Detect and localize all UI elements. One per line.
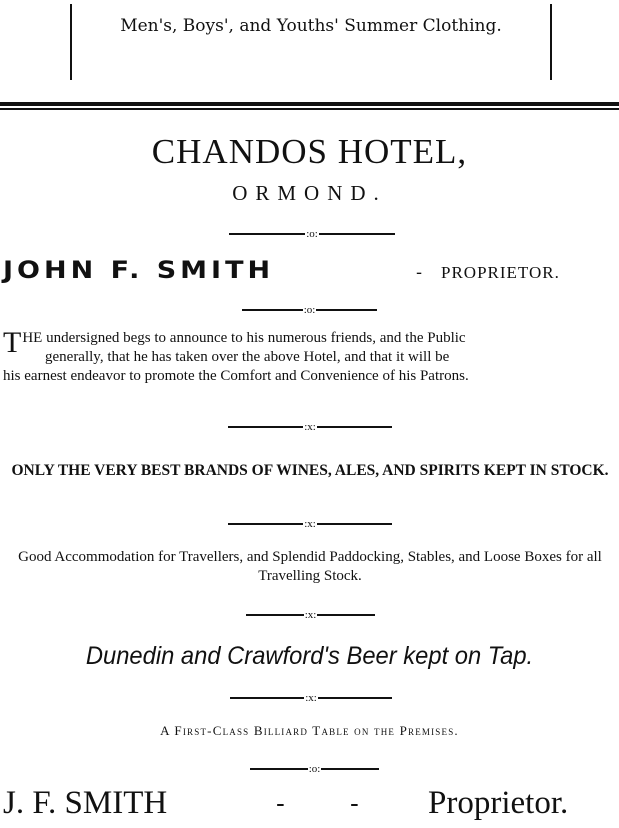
thick-separator-rule <box>0 102 619 106</box>
clothing-ad-box <box>70 4 552 80</box>
footer-dash: - <box>276 789 285 819</box>
footer-proprietor-name: J. F. SMITH <box>3 785 168 821</box>
ornament-divider: :o: <box>242 304 377 316</box>
billiard-notice: A First-Class Billiard Table on the Premises. <box>160 723 459 738</box>
ornament-divider: :x: <box>228 421 392 433</box>
accommodation-notice: Good Accommodation for Travellers, and Splendid Paddocking, Stables, and Loose Boxes for all Travelling Stock. <box>18 549 602 584</box>
ornament-divider: :x: <box>228 518 392 530</box>
ornament-divider: :o: <box>250 763 379 775</box>
clothing-ad-text: Men's, Boys', and Youths' Summer Clothing. <box>120 16 502 36</box>
brands-notice: ONLY THE VERY BEST BRANDS OF WINES, ALES, AND SPIRITS KEPT IN STOCK. <box>11 462 609 479</box>
ornament-divider: :o: <box>229 228 395 240</box>
proprietor-line <box>0 255 619 289</box>
proprietor-name: JOHN F. SMITH <box>3 256 275 285</box>
ornament-divider: :x: <box>246 609 375 621</box>
footer-dash: - <box>350 789 359 819</box>
announcement-paragraph <box>3 326 617 386</box>
thin-separator-rule <box>0 108 619 110</box>
announcement-line: his earnest endeavor to promote the Comfort and Convenience of his Patrons. <box>3 368 469 384</box>
beer-notice: Dunedin and Crawford's Beer kept on Tap. <box>85 642 534 670</box>
hotel-town: ORMOND. <box>232 181 387 205</box>
announcement-line: HE undersigned begs to announce to his numerous friends, and the Public <box>22 330 466 346</box>
dropcap: T <box>3 326 22 359</box>
announcement-line: generally, that he has taken over the above Hotel, and that it will be <box>45 349 450 365</box>
hotel-name-heading: CHANDOS HOTEL, <box>151 132 468 171</box>
footer-signature-line <box>0 785 619 825</box>
footer-proprietor-title: Proprietor. <box>428 785 569 821</box>
ornament-divider: :x: <box>230 692 392 704</box>
proprietor-title: PROPRIETOR. <box>441 263 560 282</box>
proprietor-dash: - <box>416 262 423 283</box>
